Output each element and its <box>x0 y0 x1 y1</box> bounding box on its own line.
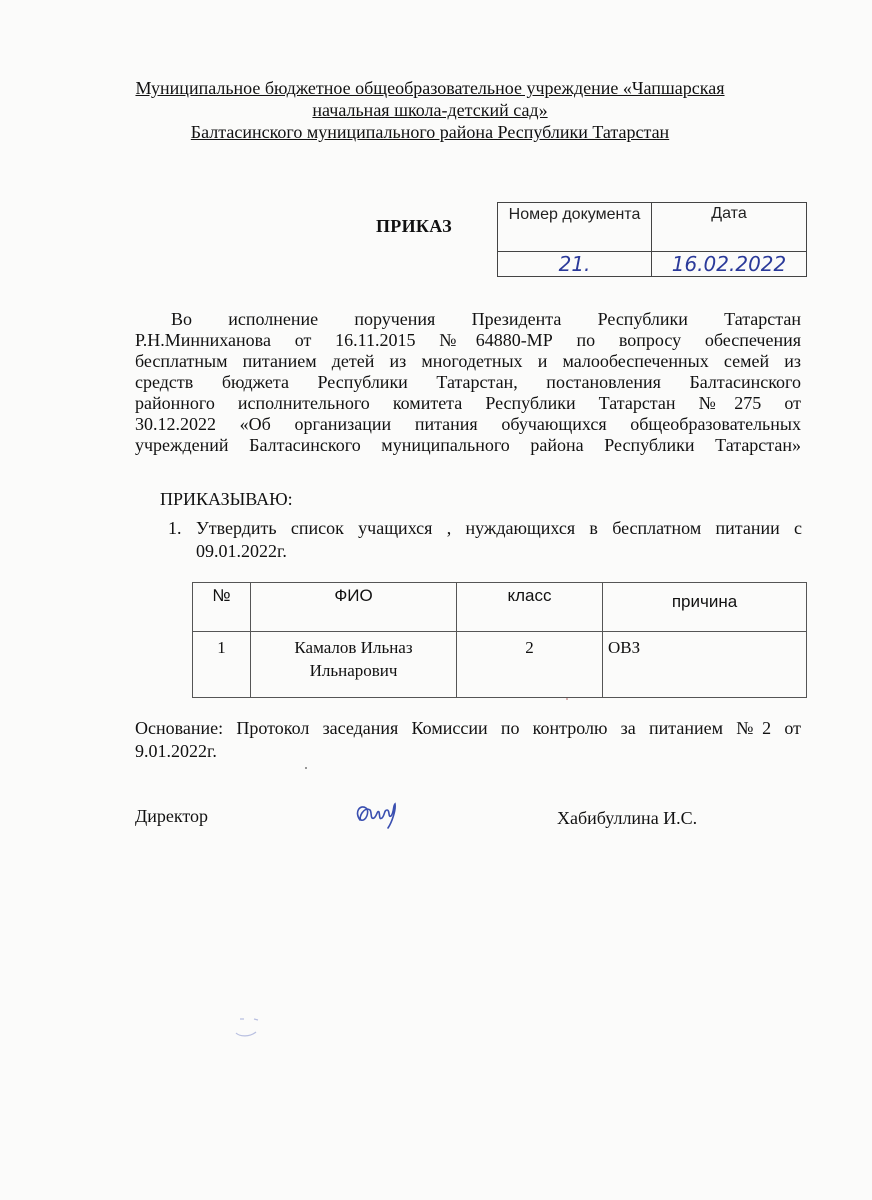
preamble-line: учреждений Балтасинского муниципального района Республики Татарстан» <box>135 435 801 455</box>
preamble-line: районного исполнительного комитета Республики Татарстан №275 от <box>135 393 801 413</box>
basis-paragraph <box>135 717 801 763</box>
signer-name: Хабибуллина И.С. <box>557 808 698 828</box>
item-text-line-1: Утвердить список учащихся , нуждающихся в бесплатном питании с <box>196 518 802 538</box>
col-header-class: класс <box>457 583 603 632</box>
document-number-table <box>497 202 807 277</box>
header-line-1: Муниципальное бюджетное общеобразовательное учреждение «Чапшарская <box>135 78 725 98</box>
item-text-line-2: 09.01.2022г. <box>196 541 287 561</box>
cell-class: 2 <box>457 632 603 698</box>
doc-number-value: 21. <box>498 252 652 277</box>
scan-speck <box>305 767 307 769</box>
header-line-2: начальная школа-детский сад» <box>312 100 548 120</box>
basis-line-2: 9.01.2022г. <box>135 741 217 761</box>
preamble-line: Во исполнение поручения Президента Республики Татарстан <box>171 309 801 329</box>
col-header-number: № <box>193 583 251 632</box>
institution-header <box>120 77 740 143</box>
cell-reason: ОВЗ <box>603 632 807 698</box>
faint-mark <box>226 1013 276 1043</box>
preamble-line: 30.12.2022 «Об организации питания обучающихся общеобразовательных <box>135 414 801 434</box>
table-row <box>193 632 807 698</box>
document-title: ПРИКАЗ <box>376 216 452 236</box>
preamble-line: Р.Н.Минниханова от 16.11.2015 №64880-МР по вопросу обеспечения <box>135 330 801 350</box>
signer-position: Директор <box>135 806 209 826</box>
preamble-line: средств бюджета Республики Татарстан, постановления Балтасинского <box>135 372 801 392</box>
col-header-reason: причина <box>603 583 807 632</box>
signature-image <box>352 798 402 832</box>
scan-speck <box>566 698 568 700</box>
table-header-row <box>193 583 807 632</box>
preamble-paragraph <box>135 309 801 456</box>
fio-line-2: Ильнарович <box>309 661 398 680</box>
cell-number: 1 <box>193 632 251 698</box>
doc-date-label: Дата <box>652 203 807 252</box>
doc-date-value: 16.02.2022 <box>652 252 807 277</box>
preamble-line: бесплатным питанием детей из многодетных и малообеспеченных семей из <box>135 351 801 371</box>
order-heading: ПРИКАЗЫВАЮ: <box>160 489 293 509</box>
basis-line-1: Основание: Протокол заседания Комиссии по контролю за питанием №2 от <box>135 718 801 738</box>
cell-fio <box>251 632 457 698</box>
col-header-fio: ФИО <box>251 583 457 632</box>
item-number: 1. <box>168 518 182 538</box>
doc-number-label: Номер документа <box>498 203 652 252</box>
fio-line-1: Камалов Ильназ <box>294 638 413 657</box>
student-table <box>192 582 807 698</box>
header-line-3: Балтасинского муниципального района Республики Татарстан <box>190 122 670 142</box>
